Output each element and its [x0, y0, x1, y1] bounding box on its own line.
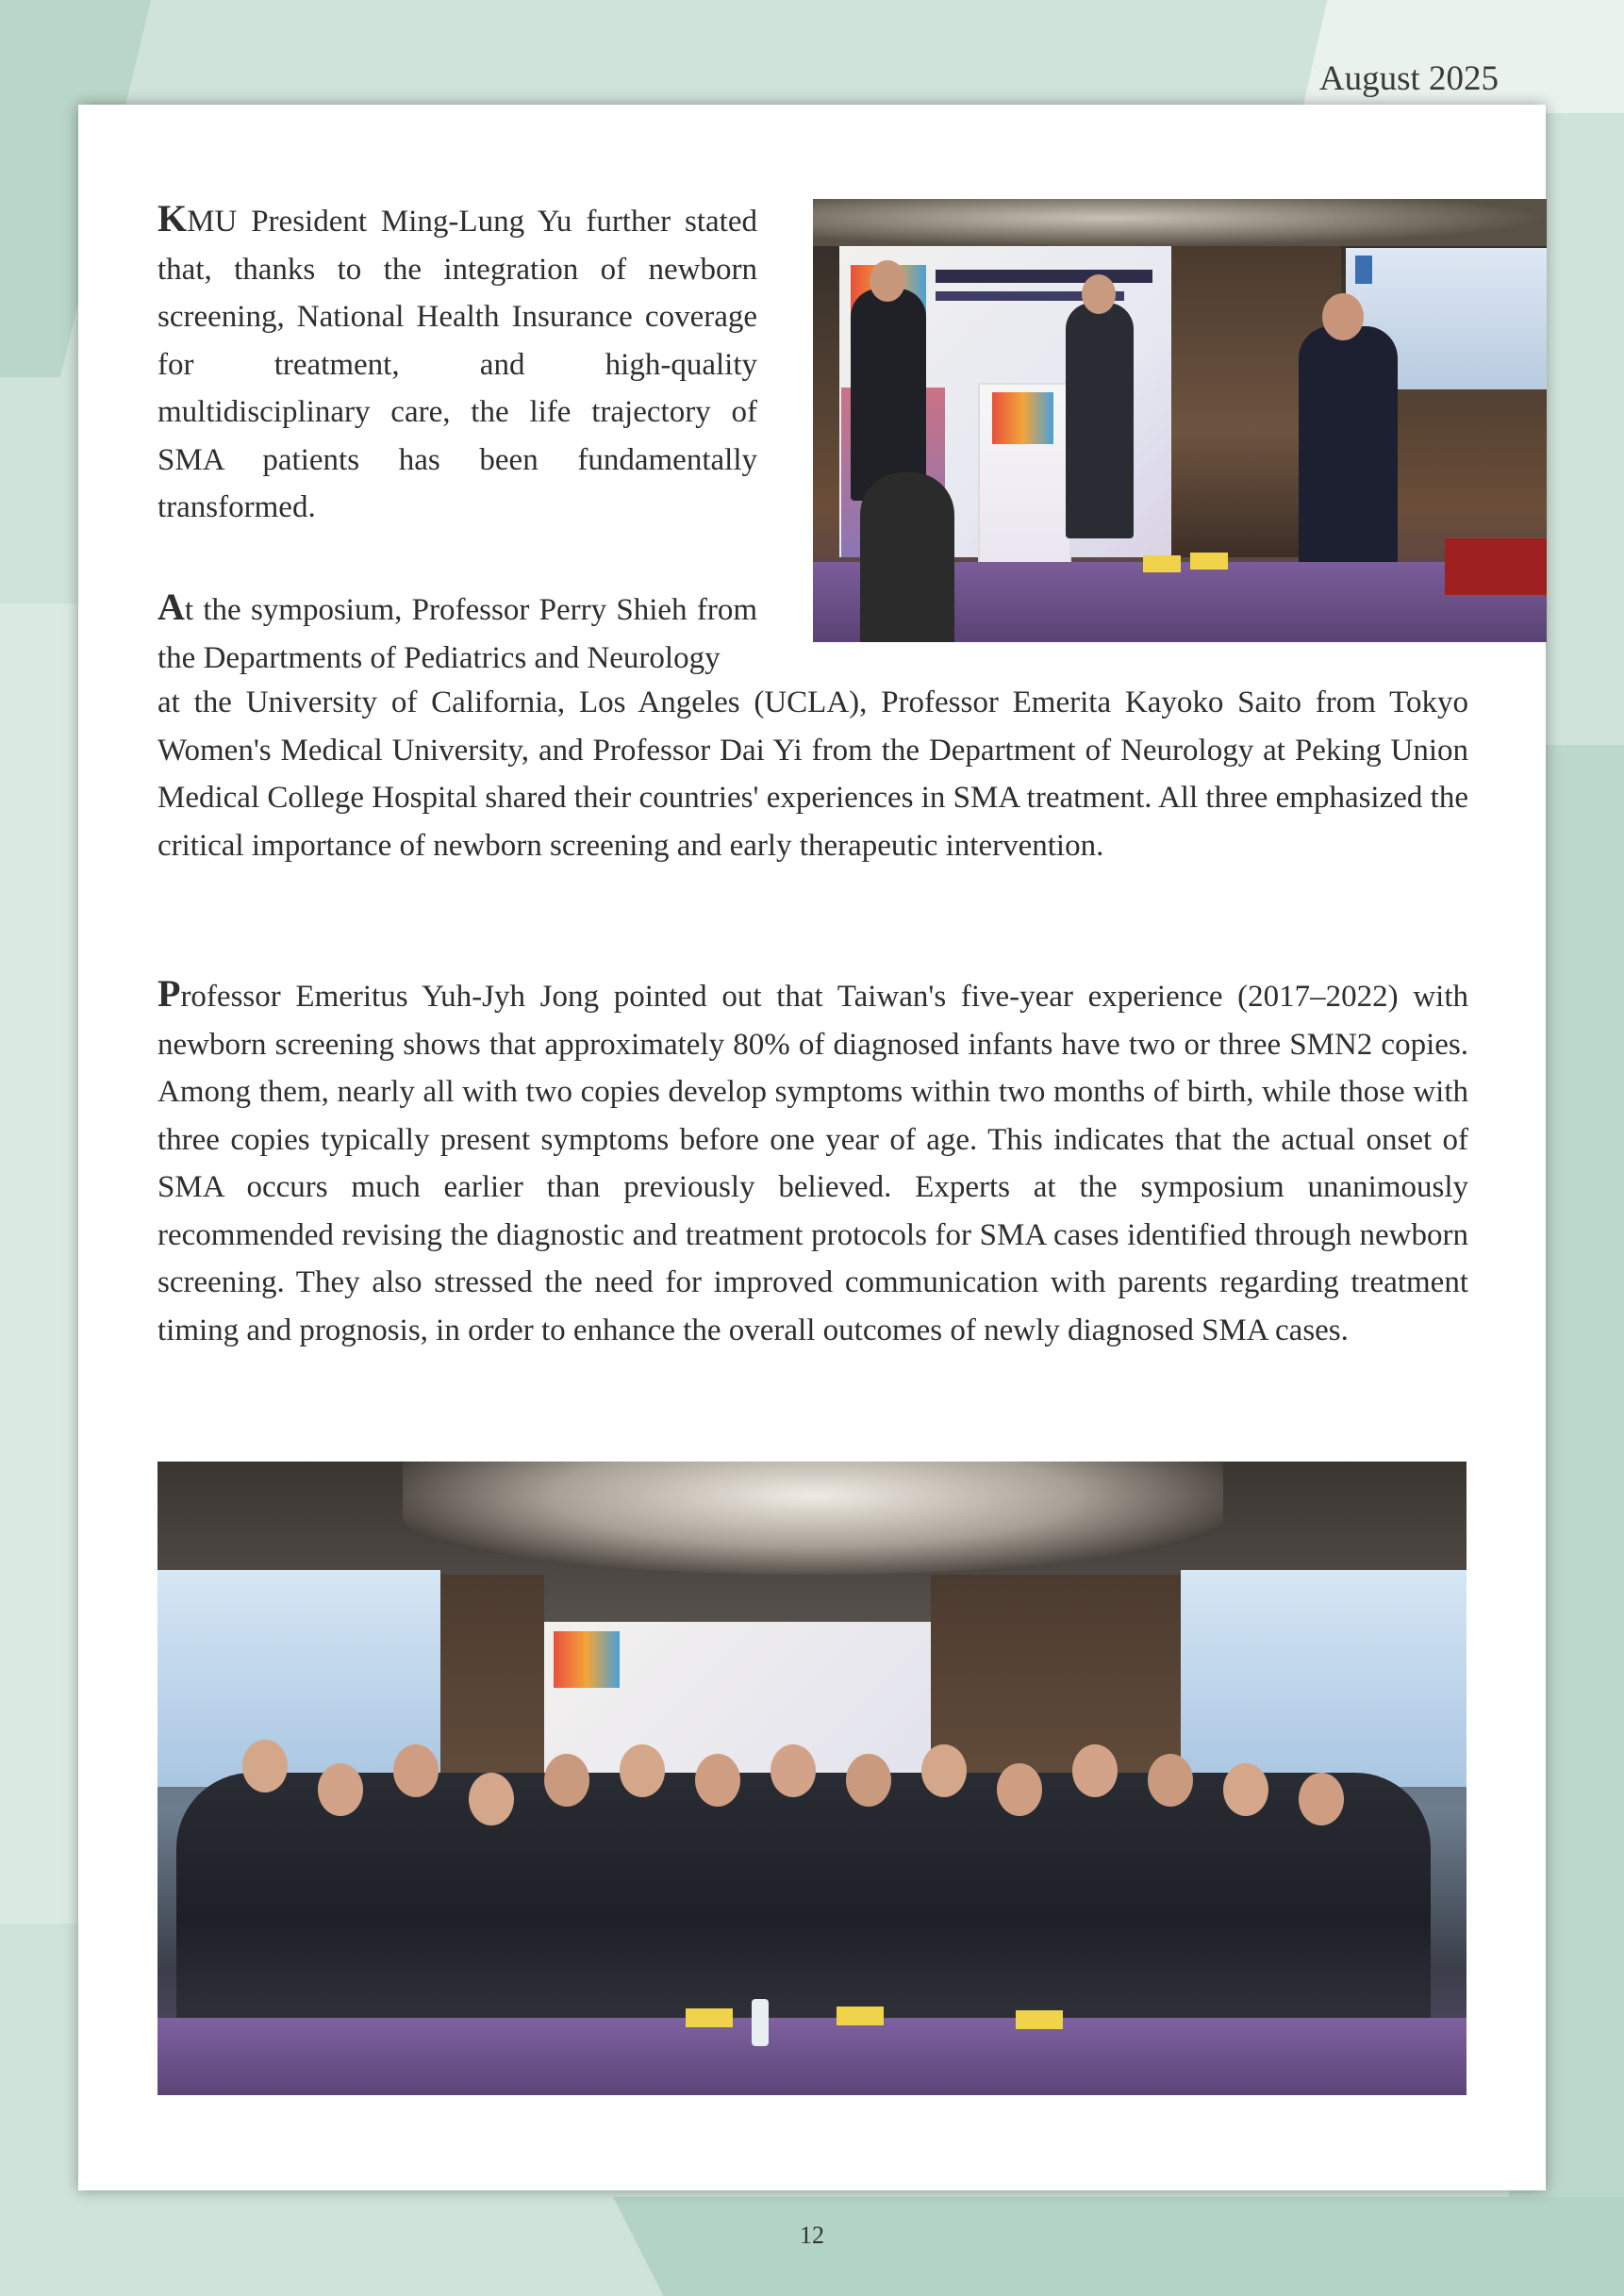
drop-cap: K [157, 197, 188, 240]
page-number: 12 [800, 2222, 824, 2249]
person-head [544, 1754, 589, 1807]
person-head [1299, 1773, 1344, 1825]
standee-logo [992, 392, 1053, 444]
chandelier [403, 1462, 1223, 1575]
name-card [686, 2008, 733, 2027]
paragraph-1 [157, 195, 757, 532]
person-middle-head [1082, 274, 1116, 314]
person-middle [1066, 303, 1134, 538]
water-bottle [752, 1999, 769, 2046]
screen-logo [1355, 256, 1372, 284]
paragraph-text: rofessor Emeritus Yuh-Jyh Jong pointed out that Taiwan's five-year experience (2017–2022) with newborn screening shows that approximately 80% of diagnosed infants have two or three SMN2 copies. Among them, nearly all with two copies develop symptoms within two months of birth, while those with three copies typically present symptoms before one year of age. This indicates that the actual onset of SMA occurs much earlier than previously believed. Experts at the symposium unanimously recommended revising the diagnostic and treatment protocols for SMA cases identified through newborn screening. They also stressed the need for improved communication with parents regarding treatment timing and prognosis, in order to enhance the overall outcomes of newly diagnosed SMA cases. [157, 980, 1468, 1347]
person-head [695, 1754, 740, 1807]
name-card [1143, 555, 1181, 572]
drop-cap: P [157, 972, 181, 1015]
name-card [1190, 553, 1228, 570]
person-head [846, 1754, 891, 1807]
drop-cap: A [157, 586, 185, 628]
person-head [242, 1740, 288, 1792]
page-card [78, 105, 1546, 2190]
person-left [851, 289, 926, 501]
group-photo [157, 1462, 1467, 2095]
paragraph-text: MU President Ming-Lung Yu further stated that, thanks to the integration of newborn screening, National Health Insurance coverage for treatment, and high-quality multidisciplinary care, the life trajectory of SMA patients has been fundamentally transformed. [157, 205, 757, 524]
person-head [393, 1744, 439, 1797]
person-right-speaker [1299, 326, 1398, 571]
projection-screen-right [1181, 1570, 1467, 1787]
purple-table [157, 2018, 1467, 2095]
person-head [318, 1763, 363, 1816]
name-card [837, 2007, 884, 2025]
issue-date: August 2025 [1318, 59, 1499, 98]
person-head [1148, 1754, 1193, 1807]
conference-speakers-photo [813, 199, 1547, 642]
paragraph-3 [157, 970, 1468, 1354]
person-head [1223, 1763, 1268, 1816]
name-card [1016, 2010, 1063, 2029]
conference-logo [554, 1631, 620, 1688]
person-right-head [1322, 293, 1364, 340]
person-head [921, 1744, 967, 1797]
person-head [469, 1773, 514, 1825]
chandelier [813, 199, 1547, 246]
audience-member [860, 472, 954, 642]
paragraph-2-continued: at the University of California, Los Angeles (UCLA), Professor Emerita Kayoko Saito from Tokyo Women's Medical University, and Professor Dai Yi from the Department of Neurology at Peking Union Medical College Hospital shared their countries' experiences in SMA treatment. All three emphasized the critical importance of newborn screening and early therapeutic intervention. [157, 685, 1468, 863]
person-head [620, 1744, 665, 1797]
paragraph-2-start [157, 584, 757, 682]
person-head [771, 1744, 816, 1797]
person-left-head [870, 260, 905, 302]
paragraph-text: t the symposium, Professor Perry Shieh from the Departments of Pediatrics and Neurology [157, 593, 757, 675]
person-head [1072, 1744, 1118, 1797]
person-head [997, 1763, 1042, 1816]
red-chairs [1445, 538, 1547, 595]
banner-title-bar [936, 270, 1152, 283]
